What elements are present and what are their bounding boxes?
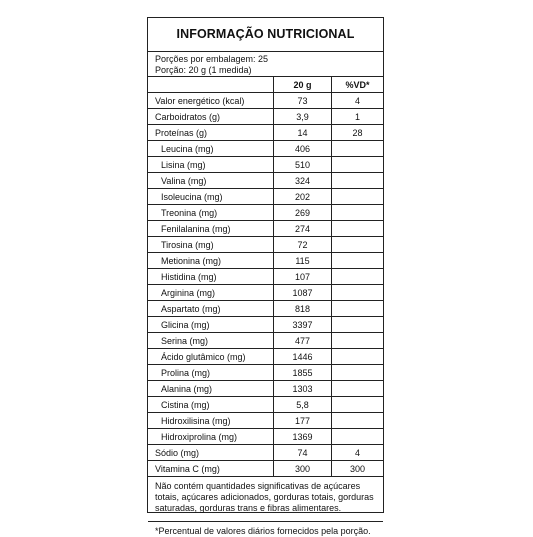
- table-row: [148, 397, 383, 413]
- nutrient-amount: 72: [274, 237, 332, 253]
- nutrient-daily-value: [332, 221, 384, 237]
- nutrient-daily-value: [332, 285, 384, 301]
- table-row: [148, 125, 383, 141]
- nutrient-name: Lisina (mg): [148, 157, 274, 173]
- daily-value-footnote: *Percentual de valores diários fornecidos pela porção.: [155, 526, 371, 536]
- nutrient-amount: 14: [274, 125, 332, 141]
- nutrient-name: Aspartato (mg): [148, 301, 274, 317]
- nutrient-amount: 1303: [274, 381, 332, 397]
- table-row: [148, 205, 383, 221]
- table-row: [148, 173, 383, 189]
- nutrient-name: Treonina (mg): [148, 205, 274, 221]
- nutrient-amount: 3,9: [274, 109, 332, 125]
- nutrient-daily-value: 28: [332, 125, 384, 141]
- table-row: [148, 381, 383, 397]
- nutrient-amount: 269: [274, 205, 332, 221]
- table-row: [148, 237, 383, 253]
- nutrient-amount: 324: [274, 173, 332, 189]
- nutrient-amount: 1087: [274, 285, 332, 301]
- nutrient-daily-value: [332, 317, 384, 333]
- table-header-row: [148, 77, 383, 93]
- nutrient-daily-value: [332, 429, 384, 445]
- table-row: [148, 445, 383, 461]
- nutrient-name: Tirosina (mg): [148, 237, 274, 253]
- nutrient-daily-value: 4: [332, 93, 384, 109]
- nutrient-daily-value: 1: [332, 109, 384, 125]
- nutrient-amount: 477: [274, 333, 332, 349]
- nutrient-name: Prolina (mg): [148, 365, 274, 381]
- table-row: [148, 317, 383, 333]
- nutrient-name: Vitamina C (mg): [148, 461, 274, 477]
- nutrient-daily-value: [332, 349, 384, 365]
- nutrient-amount: 818: [274, 301, 332, 317]
- table-row: [148, 301, 383, 317]
- nutrient-amount: 107: [274, 269, 332, 285]
- nutrient-daily-value: [332, 157, 384, 173]
- nutrient-name: Fenilalanina (mg): [148, 221, 274, 237]
- nutrient-name: Hidroxiprolina (mg): [148, 429, 274, 445]
- serving-info: [148, 52, 383, 77]
- nutrient-name: Metionina (mg): [148, 253, 274, 269]
- nutrient-daily-value: [332, 205, 384, 221]
- nutrient-amount: 74: [274, 445, 332, 461]
- nutrient-name: Serina (mg): [148, 333, 274, 349]
- nutrient-table: [148, 77, 383, 477]
- nutrient-daily-value: [332, 173, 384, 189]
- nutrient-amount: 202: [274, 189, 332, 205]
- nutrient-name: Ácido glutâmico (mg): [148, 349, 274, 365]
- nutrient-amount: 1855: [274, 365, 332, 381]
- nutrient-name: Proteínas (g): [148, 125, 274, 141]
- nutrient-daily-value: [332, 237, 384, 253]
- nutrient-name: Cistina (mg): [148, 397, 274, 413]
- nutrient-daily-value: [332, 333, 384, 349]
- nutrient-name: Histidina (mg): [148, 269, 274, 285]
- nutrient-daily-value: [332, 189, 384, 205]
- nutrient-amount: 300: [274, 461, 332, 477]
- nutrient-name: Alanina (mg): [148, 381, 274, 397]
- nutrient-daily-value: [332, 301, 384, 317]
- nutrient-amount: 177: [274, 413, 332, 429]
- table-row: [148, 461, 383, 477]
- nutrient-name: Carboidratos (g): [148, 109, 274, 125]
- nutrient-amount: 510: [274, 157, 332, 173]
- nutrient-name: Valor energético (kcal): [148, 93, 274, 109]
- table-row: [148, 189, 383, 205]
- nutrient-name: Arginina (mg): [148, 285, 274, 301]
- nutrient-daily-value: 4: [332, 445, 384, 461]
- table-row: [148, 413, 383, 429]
- nutrient-amount: 73: [274, 93, 332, 109]
- header-amount: 20 g: [274, 77, 332, 93]
- nutrient-amount: 115: [274, 253, 332, 269]
- table-row: [148, 157, 383, 173]
- nutrient-daily-value: [332, 141, 384, 157]
- nutrient-name: Hidroxilisina (mg): [148, 413, 274, 429]
- nutrient-amount: 406: [274, 141, 332, 157]
- nutrition-facts-label: [147, 17, 384, 536]
- nutrient-rows: [148, 93, 383, 477]
- servings-per-package: Porções por embalagem: 25: [155, 54, 269, 64]
- header-daily-value: %VD*: [332, 77, 384, 93]
- nutrient-daily-value: 300: [332, 461, 384, 477]
- table-row: [148, 141, 383, 157]
- not-significant-note: Não contém quantidades significativas de açúcares totais, açúcares adicionados, gorduras totais, gorduras saturadas, gorduras trans e fibras alimentares.: [148, 477, 383, 522]
- table-row: [148, 333, 383, 349]
- serving-size: Porção: 20 g (1 medida): [155, 65, 252, 75]
- nutrient-amount: 1369: [274, 429, 332, 445]
- nutrient-daily-value: [332, 381, 384, 397]
- table-row: [148, 365, 383, 381]
- table-row: [148, 253, 383, 269]
- nutrient-name: Valina (mg): [148, 173, 274, 189]
- nutrient-name: Sódio (mg): [148, 445, 274, 461]
- table-row: [148, 221, 383, 237]
- nutrient-name: Leucina (mg): [148, 141, 274, 157]
- nutrient-name: Isoleucina (mg): [148, 189, 274, 205]
- nutrient-daily-value: [332, 365, 384, 381]
- nutrient-daily-value: [332, 269, 384, 285]
- nutrient-name: Glicina (mg): [148, 317, 274, 333]
- label-title: INFORMAÇÃO NUTRICIONAL: [148, 18, 383, 52]
- table-row: [148, 269, 383, 285]
- nutrient-daily-value: [332, 397, 384, 413]
- table-row: [148, 349, 383, 365]
- header-nutrient: [148, 77, 274, 93]
- nutrient-amount: 5,8: [274, 397, 332, 413]
- table-row: [148, 429, 383, 445]
- nutrient-amount: 1446: [274, 349, 332, 365]
- table-row: [148, 93, 383, 109]
- table-row: [148, 109, 383, 125]
- nutrient-daily-value: [332, 253, 384, 269]
- nutrient-daily-value: [332, 413, 384, 429]
- nutrient-amount: 3397: [274, 317, 332, 333]
- nutrient-amount: 274: [274, 221, 332, 237]
- table-row: [148, 285, 383, 301]
